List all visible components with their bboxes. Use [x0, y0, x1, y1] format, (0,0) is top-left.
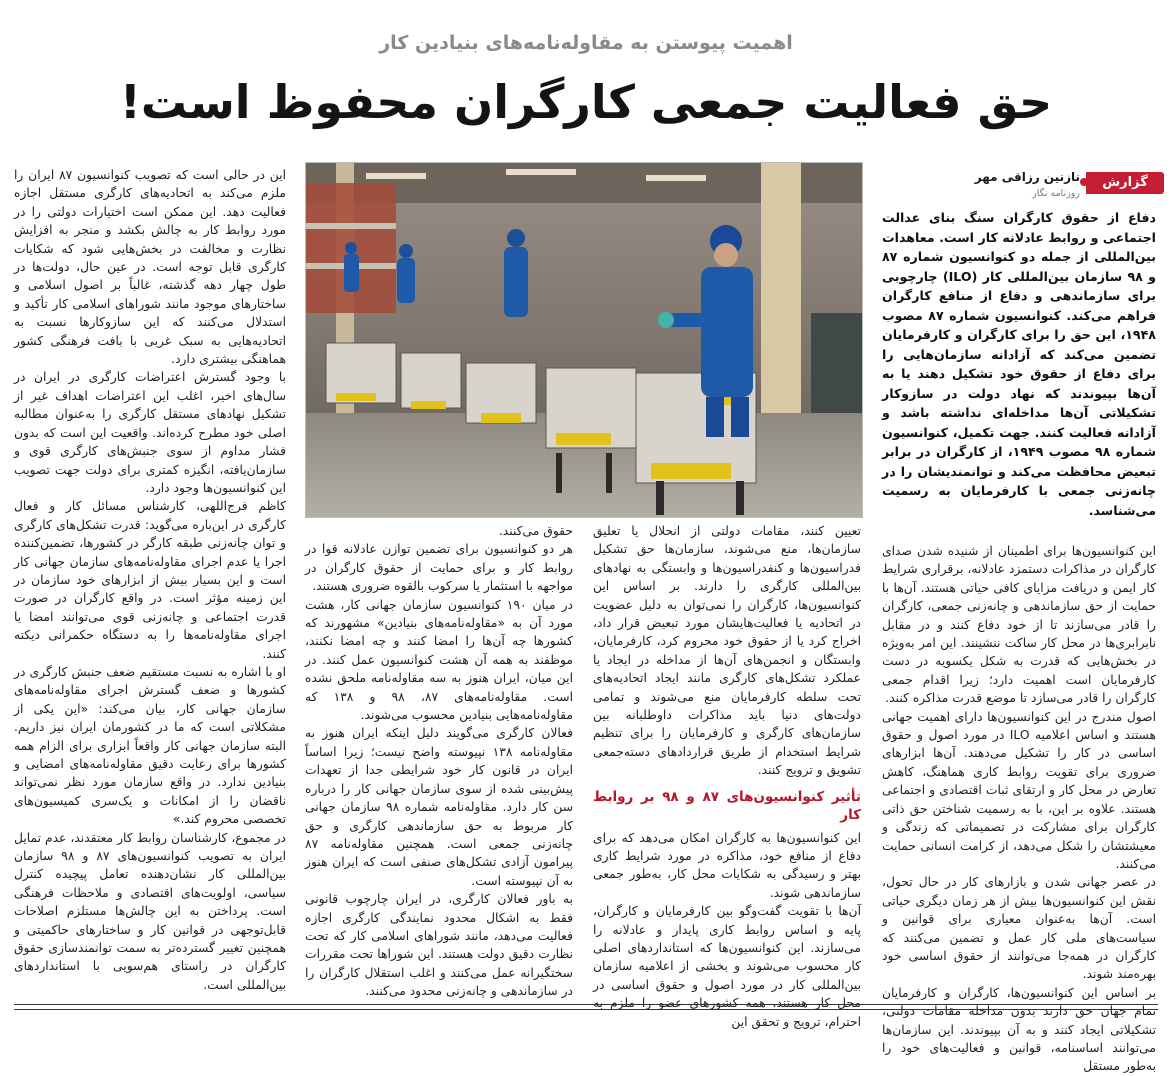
factory-photo	[305, 162, 863, 518]
report-badge: گزارش	[1086, 172, 1164, 194]
section-heading: تأثیر کنوانسیون‌های ۸۷ و ۹۸ بر روابط کار	[593, 788, 862, 824]
paragraph: در مجموع، کارشناسان روابط کار معتقدند، عدم تمایل ایران به تصویب کنوانسیون‌های ۸۷ و ۹۸ سازمان بین‌المللی کار نشان‌دهنده تعامل پیچیده کنترل سیاسی، اولویت‌های اقتصادی و ملاحظات فرهنگی است. پرداختن به این چالش‌ها مستلزم اصلاحات قابل‌توجهی در قوانین کار و ساختارهای حاکمیتی و همچنین تغییر گسترده‌تر به سمت توانمندسازی حقوق کارگران در راستای هم‌سویی با استانداردهای بین‌المللی است.	[14, 830, 286, 992]
paragraph: کاظم فرج‌اللهی، کارشناس مسائل کار و فعال کارگری در این‌باره می‌گوید: قدرت تشکل‌های کارگری و توان چانه‌زنی طبقه کارگر در کشورها، تضمین‌کننده اجرا یا عدم اجرای مقاوله‌نامه‌های سازمان جهانی کار است و این بسیار بیش از ابزارهای خود سازمان در این زمینه مؤثر است. در واقع کارگران در صورت قدرت اجتماعی و چانه‌زنی قوی می‌توانند امضا یا اجرای مقاوله‌نامه‌ها را به دستگاه حکمرانی دیکته کنند.	[14, 499, 286, 661]
column-middle-right	[593, 522, 862, 1029]
paragraph: به باور فعالان کارگری، در ایران چارچوب قانونی فقط به اشکال محدود نمایندگی کارگری اجازه فعالیت می‌دهد، مانند شوراهای اسلامی کار که تحت نظارت دقیق دولت هستند. این شوراها تحت مقررات سختگیرانه عمل می‌کنند و اغلب استقلال کارگران را در سازماندهی و چانه‌زنی محدود می‌کنند.	[305, 892, 573, 999]
column-left	[14, 166, 286, 996]
paragraph: این کنوانسیون‌ها برای اطمینان از شنیده شدن صدای کارگران در مذاکرات دستمزد عادلانه، برقراری شرایط کار ایمن و دریافت مزایای کافی حیاتی هستند. آن‌ها با حمایت از حق سازماندهی و چانه‌زنی جمعی، کارگران را قادر می‌سازند تا از خود دفاع کنند و در مقابل نابرابری‌ها در محل کار ساکت ننشینند. این امر به‌ویژه در بخش‌هایی که قدرت به شکل یکسویه در دست کارفرمایان است اهمیت دارد؛ زیرا اقدام جمعی کارگران را قادر می‌سازد تا موضع قدرت مذاکره کنند.	[882, 544, 1156, 706]
paragraph: این در حالی است که تصویب کنوانسیون ۸۷ ایران را ملزم می‌کند به اتحادیه‌های کارگری مستقل اجازه فعالیت دهد. این ممکن است اختیارات دولتی را در مورد روابط کار به چالش بکشد و منجر به افزایش نظارت و مخالفت در بخش‌هایی شود که شکایات کارگری قابل توجه است. در عین حال، دولت‌ها در طول چهار دهه گذشته، غالباً بر اصول اسلامی و ساختارهای موجود مانند شوراهای اسلامی کار تأکید و استدلال می‌کنند که این سازوکارها نسبت به اتحادیه‌هایی به سبک غربی با بافت فرهنگی کشور هماهنگی بیشتری دارد.	[14, 168, 286, 367]
author-role: روزنامه نگار	[1032, 188, 1080, 199]
paragraph: تعیین کنند، مقامات دولتی از انحلال یا تعلیق سازمان‌ها، منع می‌شوند، سازمان‌ها حق تشکیل فدراسیون‌ها و کنفدراسیون‌ها و وابستگی به نهادهای بین‌المللی کارگری را دارند. بر اساس این کنوانسیون‌ها، کارگران را نمی‌توان به دلیل عضویت در اتحادیه یا فعالیت‌هایشان مورد تبعیض قرار داد، اخراج کرد یا از حقوق خود محروم کرد، کارفرمایان، وابستگان و انجمن‌های آن‌ها از مداخله در ایجاد یا عملکرد تشکل‌های کارگری مانند ایجاد اتحادیه‌های تحت سلطه کارفرمایان منع می‌شوند و تمامی دولت‌های دنیا باید مذاکرات داوطلبانه بین سازمان‌های کارگری و کارفرمایان را برای تنظیم شرایط استخدام از طریق قراردادهای دسته‌جمعی تشویق و ترویج کنند.	[593, 524, 861, 778]
paragraph: حقوق می‌کنند.	[498, 524, 573, 538]
paragraph: بر اساس این کنوانسیون‌ها، کارگران و کارفرمایان تمام جهان حق دارند بدون مداخله مقامات دولتی، تشکیلاتی ایجاد کنند و به آن بپیوندند. این سازمان‌ها می‌توانند اساسنامه، قوانین و فعالیت‌های خود را به‌طور مستقل	[882, 985, 1156, 1074]
article-subtitle: اهمیت پیوستن به مقاوله‌نامه‌های بنیادین کار	[379, 32, 793, 54]
article-lead: دفاع از حقوق کارگران سنگ بنای عدالت اجتماعی و روابط عادلانه کار است. معاهدات بین‌المللی از جمله دو کنوانسیون شماره ۸۷ و ۹۸ سازمان بین‌المللی کار (ILO) چارچوبی برای سازماندهی و دفاع از منافع کارگران فراهم می‌کند. کنوانسیون شماره ۸۷ مصوب ۱۹۴۸، این حق را برای کارگران و کارفرمایان تضمین می‌کند که آزادانه سازمان‌هایی را برای دفاع از حقوق خود تشکیل دهند یا به آن‌ها بپیوندند که نهاد دولت در سازوکار تشکیلاتی آن‌ها مداخله‌ای نداشته باشد و آزادانه فعالیت کنند. جهت تکمیل، کنوانسیون شماره ۹۸ مصوب ۱۹۴۹، از کارگران در برابر تبعیض محافظت می‌کند و توانمندیشان را در چانه‌زنی جمعی با کارفرمایان به رسمیت می‌شناسد.	[882, 210, 1157, 518]
paragraph: این کنوانسیون‌ها به کارگران امکان می‌دهد که برای دفاع از منافع خود، مذاکره در مورد شرایط کاری بهتر و رسیدگی به شکایات محل کار، به‌طور جمعی سازماندهی شوند.	[593, 830, 861, 900]
paragraph: اصول مندرج در این کنوانسیون‌ها دارای اهمیت جهانی هستند و اساس اعلامیه ILO در مورد اصول و حقوق اساسی در کار را تشکیل می‌دهند. آن‌ها ابزارهای ضروری برای تقویت روابط کاری هماهنگ، کاهش تعارض در محل کار و ارتقای ثبات اقتصادی و اجتماعی هستند. علاوه بر این، با به رسمیت شناختن حق ذاتی کارگران برای مشارکت در تصمیماتی که زندگی و معیشتشان را شکل می‌دهد، از کرامت انسانی حمایت می‌کنند.	[882, 709, 1156, 871]
paragraph: در عصر جهانی شدن و بازارهای کار در حال تحول، نقش این کنوانسیون‌ها بیش از هر زمان دیگری حیاتی است. آن‌ها به‌عنوان معیاری برای قوانین و سیاست‌های ملی کار عمل و تضمین می‌کنند که کارگران در همه‌جا می‌توانند از حقوق اساسی خود بهره‌مند شوند.	[882, 875, 1156, 982]
author-name: نازنین رزاقی مهر	[974, 170, 1080, 184]
paragraph: با وجود گسترش اعتراضات کارگری در ایران در سال‌های اخیر، اغلب این اعتراضات اهداف غیر از تشکیل نهادهای مستقل کارگری را به‌عنوان مطالبه اصلی خود مطرح کرده‌اند. واقعیت این است که بدون فشار مداوم از سوی جنبش‌های کارگری قوی و سازمان‌یافته، انگیزه کمتری برای دولت جهت تصویب این کنوانسیون‌ها وجود دارد.	[14, 370, 286, 495]
paragraph: در میان ۱۹۰ کنوانسیون سازمان جهانی کار، هشت مورد آن به «مقاوله‌نامه‌های بنیادین» مشهورند که کشورها چه آن‌ها را امضا کنند و چه امضا نکنند، موظفند به همه آن هشت کنوانسیون عمل کنند. در این میان، ایران هنوز به سه مقاوله‌نامه ملحق نشده است. مقاوله‌نامه‌های ۸۷، ۹۸ و ۱۳۸ که مقاوله‌نامه‌هایی بنیادین محسوب می‌شوند.	[305, 597, 574, 723]
paragraph: آن‌ها با تقویت گفت‌وگو بین کارفرمایان و کارگران، پایه و اساس روابط کاری پایدار و عادلانه را می‌سازند. این کنوانسیون‌ها که استانداردهای اصلی کار محسوب می‌شوند و بخشی از اعلامیه سازمان بین‌المللی کار در مورد اصول و حقوق اساسی در محل کار هستند، همه کشورهای عضو را ملزم به احترام، ترویج و تحقق این	[593, 904, 861, 1029]
bottom-divider	[14, 1004, 1158, 1005]
paragraph: فعالان کارگری می‌گویند دلیل اینکه ایران هنوز به مقاوله‌نامه ۱۳۸ نپیوسته واضح نیست؛ زیرا اساساً ایران در قانون کار خود شرایطی جدا از تعهدات پیش‌بینی شده از سوی سازمان جهانی کار را درباره سن کار دارد. مقاوله‌نامه شماره ۹۸ سازمان جهانی کار مربوط به حق سازماندهی کارگری و حق چانه‌زنی جمعی است. همچنین مقاوله‌نامه ۸۷ پیرامون آزادی تشکل‌های صنفی است که ایران هنوز به آن نپیوسته است.	[305, 726, 574, 888]
column-middle-left	[305, 522, 573, 1000]
bottom-divider	[14, 1009, 1158, 1010]
column-right	[882, 208, 1157, 1074]
paragraph: هر دو کنوانسیون برای تضمین توازن عادلانه قوا در روابط کار و برای حمایت از حقوق کارگران در مواجهه با استثمار یا سرکوب بالقوه ضروری هستند.	[305, 542, 573, 594]
paragraph: او با اشاره به نسبت مستقیم ضعف جنبش کارگری در کشورها و ضعف گسترش اجرای مقاوله‌نامه‌های سازمان جهانی کار، بیان می‌کند: «این یکی از مشکلاتی است که ما در کشورمان ایران نیز داریم. البته سازمان جهانی کار واقعاً ابزاری برای الزام همه کشورها برای رعایت دقیق مقاوله‌نامه‌های امضایی و بنیادین ندارد. در واقع سازمان مورد نظر نمی‌تواند ناقضان را از امکانات و یک‌سری کمیسیون‌های تخصصی محروم کند.»	[14, 664, 286, 827]
article-headline: حق فعالیت جمعی کارگران محفوظ است!	[119, 75, 1053, 129]
factory-workers-illustration	[306, 163, 862, 517]
